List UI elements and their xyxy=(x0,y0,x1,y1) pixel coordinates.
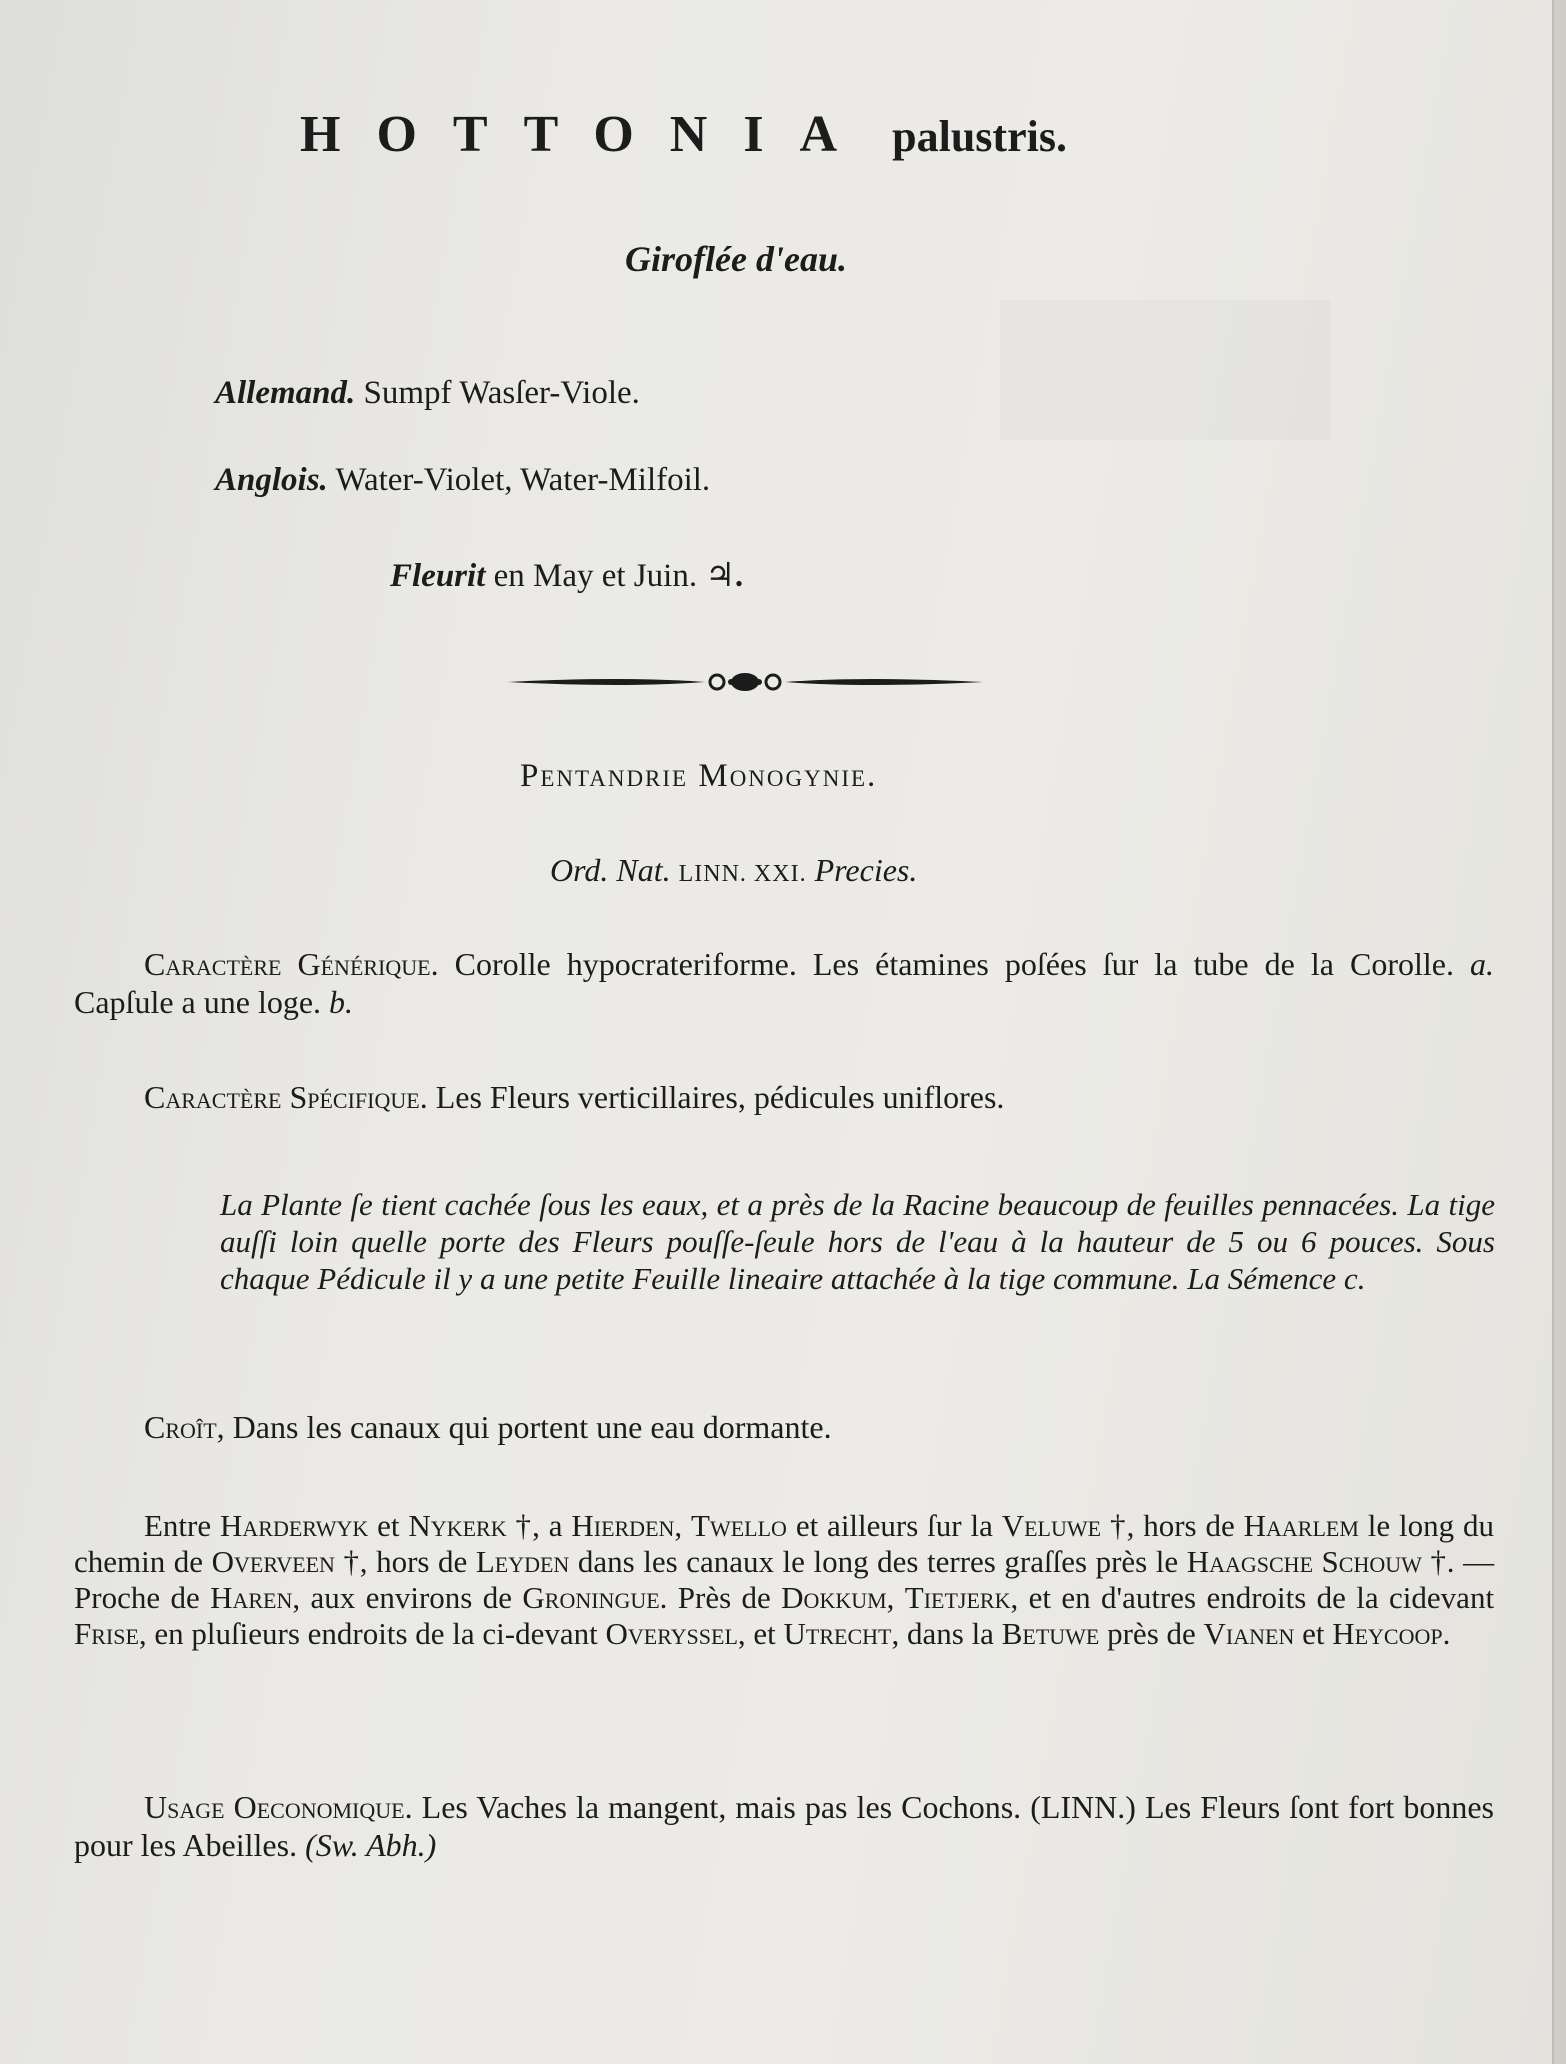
loc-text: †, a xyxy=(515,1508,563,1543)
linnaean-class: Pentandrie Monogynie. xyxy=(520,758,878,794)
language-label-german: Allemand. xyxy=(215,375,356,411)
place-haagsche-schouw: Haagsche Schouw xyxy=(1186,1544,1422,1579)
loc-text: †, hors de xyxy=(1109,1508,1235,1543)
linn-reference: LINN. XXI. xyxy=(678,861,807,887)
perennial-symbol: ♃. xyxy=(705,558,744,594)
page-edge xyxy=(1552,0,1566,2064)
loc-text: et ailleurs ſur la xyxy=(795,1508,993,1543)
loc-text: , et xyxy=(737,1616,776,1651)
place-utrecht: Utrecht xyxy=(783,1616,892,1651)
loc-text: , dans la xyxy=(891,1616,994,1651)
specific-character-label: Caractère Spécifique. xyxy=(144,1079,428,1115)
generic-character-text1: Corolle hypocrateriforme. Les étamines poſées ſur la tube de la Corolle. xyxy=(454,946,1454,982)
place-dokkum: Dokkum xyxy=(781,1580,887,1615)
place-groningue: Groningue. xyxy=(522,1580,668,1615)
loc-text: , et en d'autres endroits de la cidevant xyxy=(1010,1580,1495,1615)
place-heycoop: Heycoop. xyxy=(1332,1616,1451,1651)
fleurit-label: Fleurit xyxy=(390,558,486,594)
linn-citation: (LINN.) xyxy=(1030,1789,1136,1825)
ornament-divider xyxy=(505,664,985,700)
place-overyssel: Overyssel xyxy=(605,1616,738,1651)
loc-text: et xyxy=(377,1508,400,1543)
figure-ref-b: b. xyxy=(329,984,354,1020)
species-name: palustris. xyxy=(892,112,1067,161)
specific-character-text: Les Fleurs verticillaires, pédicules uniflores. xyxy=(435,1079,1005,1115)
habitat xyxy=(74,1408,1494,1446)
german-name: Sumpf Wasſer-Viole. xyxy=(363,375,640,411)
loc-text: , aux environs de xyxy=(292,1580,513,1615)
place-frise: Frise xyxy=(74,1616,139,1651)
economic-use xyxy=(74,1788,1494,1864)
specific-character xyxy=(74,1078,1494,1116)
place-leyden: Leyden xyxy=(475,1544,570,1579)
habitat-text: Dans les canaux qui portent une eau dormante. xyxy=(232,1409,832,1445)
loc-text: le long du chemin de xyxy=(74,1508,1494,1579)
loc-text: dans les canaux le long des terres graſſes près le xyxy=(577,1544,1179,1579)
place-vianen: Vianen xyxy=(1203,1616,1295,1651)
loc-text: , en pluſieurs endroits de la ci-devant xyxy=(138,1616,598,1651)
common-name: Giroflée d'eau. xyxy=(625,239,847,279)
loc-text: près de xyxy=(1107,1616,1196,1651)
place-veluwe: Veluwe xyxy=(1001,1508,1102,1543)
plant-description: La Plante ſe tient cachée ſous les eaux, et a près de la Racine beaucoup de feuilles pennacées. La tige auſſi loin quelle porte des Fleurs pouſſe-ſeule hors de l'eau à la hauteur de 5 ou 6 pouces. Sous chaque Pédicule il y a une petite Feuille lineaire attachée à la tige commune. La Sémence c. xyxy=(220,1187,1495,1296)
generic-character-label: Caractère Générique. xyxy=(144,946,439,982)
page-title xyxy=(300,105,1067,164)
place-harderwyk: Harderwyk xyxy=(220,1508,369,1543)
place-overveen: Overveen xyxy=(211,1544,335,1579)
place-twello: Twello xyxy=(691,1508,787,1543)
order-name: Precies. xyxy=(814,852,918,888)
loc-text: , xyxy=(886,1580,895,1615)
economic-use-text1: Les Vaches la mangent, mais pas les Cochons. xyxy=(421,1789,1022,1825)
generic-character-text2: Capſule a une loge. xyxy=(74,984,322,1020)
place-haren: Haren xyxy=(210,1580,293,1615)
flowering-months: en May et Juin. xyxy=(493,558,698,594)
natural-order xyxy=(550,852,917,889)
place-tietjerk: Tietjerk xyxy=(904,1580,1011,1615)
loc-text: †, hors de xyxy=(343,1544,468,1579)
language-label-english: Anglois. xyxy=(215,462,328,498)
economic-use-text2: Les Fleurs ſont fort bonnes pour les Abeilles. xyxy=(74,1789,1494,1863)
abh-citation: (Sw. Abh.) xyxy=(305,1827,437,1863)
place-betuwe: Betuwe xyxy=(1001,1616,1100,1651)
loc-text: Près de xyxy=(677,1580,771,1615)
loc-text: et xyxy=(1302,1616,1325,1651)
habitat-label: Croît, xyxy=(144,1409,225,1445)
loc-text: Entre xyxy=(144,1508,212,1543)
generic-character xyxy=(74,945,1494,1021)
ord-nat-label: Ord. Nat. xyxy=(550,852,671,888)
english-name: Water-Violet, Water-Milfoil. xyxy=(335,462,711,498)
economic-use-label: Usage Oeconomique. xyxy=(144,1789,413,1825)
place-haarlem: Haarlem xyxy=(1243,1508,1359,1543)
flowering-time xyxy=(390,555,743,595)
vernacular-english xyxy=(215,462,710,499)
bleed-through-shadow xyxy=(1000,300,1330,440)
place-nykerk: Nykerk xyxy=(408,1508,507,1543)
place-hierden: Hierden xyxy=(571,1508,675,1543)
genus-name: HOTTONIA xyxy=(300,106,874,163)
localities xyxy=(74,1508,1494,1652)
figure-ref-a: a. xyxy=(1470,946,1495,982)
loc-text: , xyxy=(674,1508,683,1543)
vernacular-german xyxy=(215,375,640,412)
loc-text: †. — Proche de xyxy=(74,1544,1495,1615)
